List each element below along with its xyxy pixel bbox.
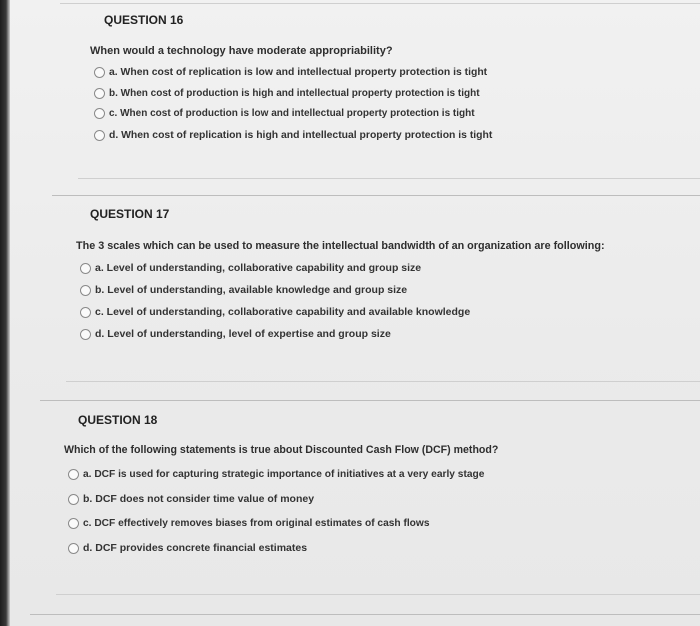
question-18-header: QUESTION 18 xyxy=(78,413,158,427)
question-17-divider xyxy=(66,381,700,382)
option-label: b. Level of understanding, available knowledge and group size xyxy=(95,284,408,296)
bottom-divider xyxy=(30,614,700,615)
radio-button[interactable] xyxy=(68,543,79,554)
radio-button[interactable] xyxy=(94,67,105,78)
screen-edge xyxy=(0,0,10,626)
question-17-header: QUESTION 17 xyxy=(90,207,170,221)
option-label: d. DCF provides concrete financial estimates xyxy=(83,542,308,554)
radio-button[interactable] xyxy=(80,285,91,296)
option-label: a. When cost of replication is low and intellectual property protection is tight xyxy=(109,67,488,78)
question-17-option-b[interactable] xyxy=(80,284,407,296)
option-label: d. When cost of replication is high and intellectual property protection is tight xyxy=(109,130,493,141)
option-label: c. Level of understanding, collaborative capability and available knowledge xyxy=(95,306,471,318)
radio-button[interactable] xyxy=(68,494,79,505)
question-17-option-d[interactable] xyxy=(80,328,391,340)
radio-button[interactable] xyxy=(68,469,79,480)
question-17-text: The 3 scales which can be used to measure the intellectual bandwidth of an organization are following: xyxy=(76,240,605,252)
question-18-option-d[interactable] xyxy=(68,542,307,554)
question-17-top-divider xyxy=(52,195,700,196)
question-16-option-b[interactable] xyxy=(94,88,480,99)
question-16-option-d[interactable] xyxy=(94,130,492,141)
question-16-text: When would a technology have moderate appropriability? xyxy=(90,45,393,57)
option-label: c. When cost of production is low and intellectual property protection is tight xyxy=(109,108,475,119)
radio-button[interactable] xyxy=(80,329,91,340)
question-18-option-b[interactable] xyxy=(68,493,314,505)
option-label: c. DCF effectively removes biases from original estimates of cash flows xyxy=(83,518,430,529)
radio-button[interactable] xyxy=(80,263,91,274)
question-16-option-a[interactable] xyxy=(94,67,487,78)
question-16-header: QUESTION 16 xyxy=(104,13,184,27)
question-17-option-c[interactable] xyxy=(80,306,470,318)
radio-button[interactable] xyxy=(94,130,105,141)
option-label: b. When cost of production is high and intellectual property protection is tight xyxy=(109,88,480,99)
question-18-divider xyxy=(56,594,700,595)
radio-button[interactable] xyxy=(80,307,91,318)
question-18-option-a[interactable] xyxy=(68,469,484,480)
option-label: a. Level of understanding, collaborative capability and group size xyxy=(95,262,422,274)
option-label: d. Level of understanding, level of expertise and group size xyxy=(95,328,391,340)
top-divider xyxy=(60,3,700,4)
question-16-option-c[interactable] xyxy=(94,108,475,119)
question-18-top-divider xyxy=(40,400,700,401)
question-16-divider xyxy=(78,178,700,179)
radio-button[interactable] xyxy=(68,518,79,529)
option-label: b. DCF does not consider time value of money xyxy=(83,493,315,505)
radio-button[interactable] xyxy=(94,88,105,99)
question-18-text: Which of the following statements is true about Discounted Cash Flow (DCF) method? xyxy=(64,444,499,456)
option-label: a. DCF is used for capturing strategic importance of initiatives at a very early stage xyxy=(83,469,485,480)
radio-button[interactable] xyxy=(94,108,105,119)
question-18-option-c[interactable] xyxy=(68,518,430,529)
question-17-option-a[interactable] xyxy=(80,262,421,274)
